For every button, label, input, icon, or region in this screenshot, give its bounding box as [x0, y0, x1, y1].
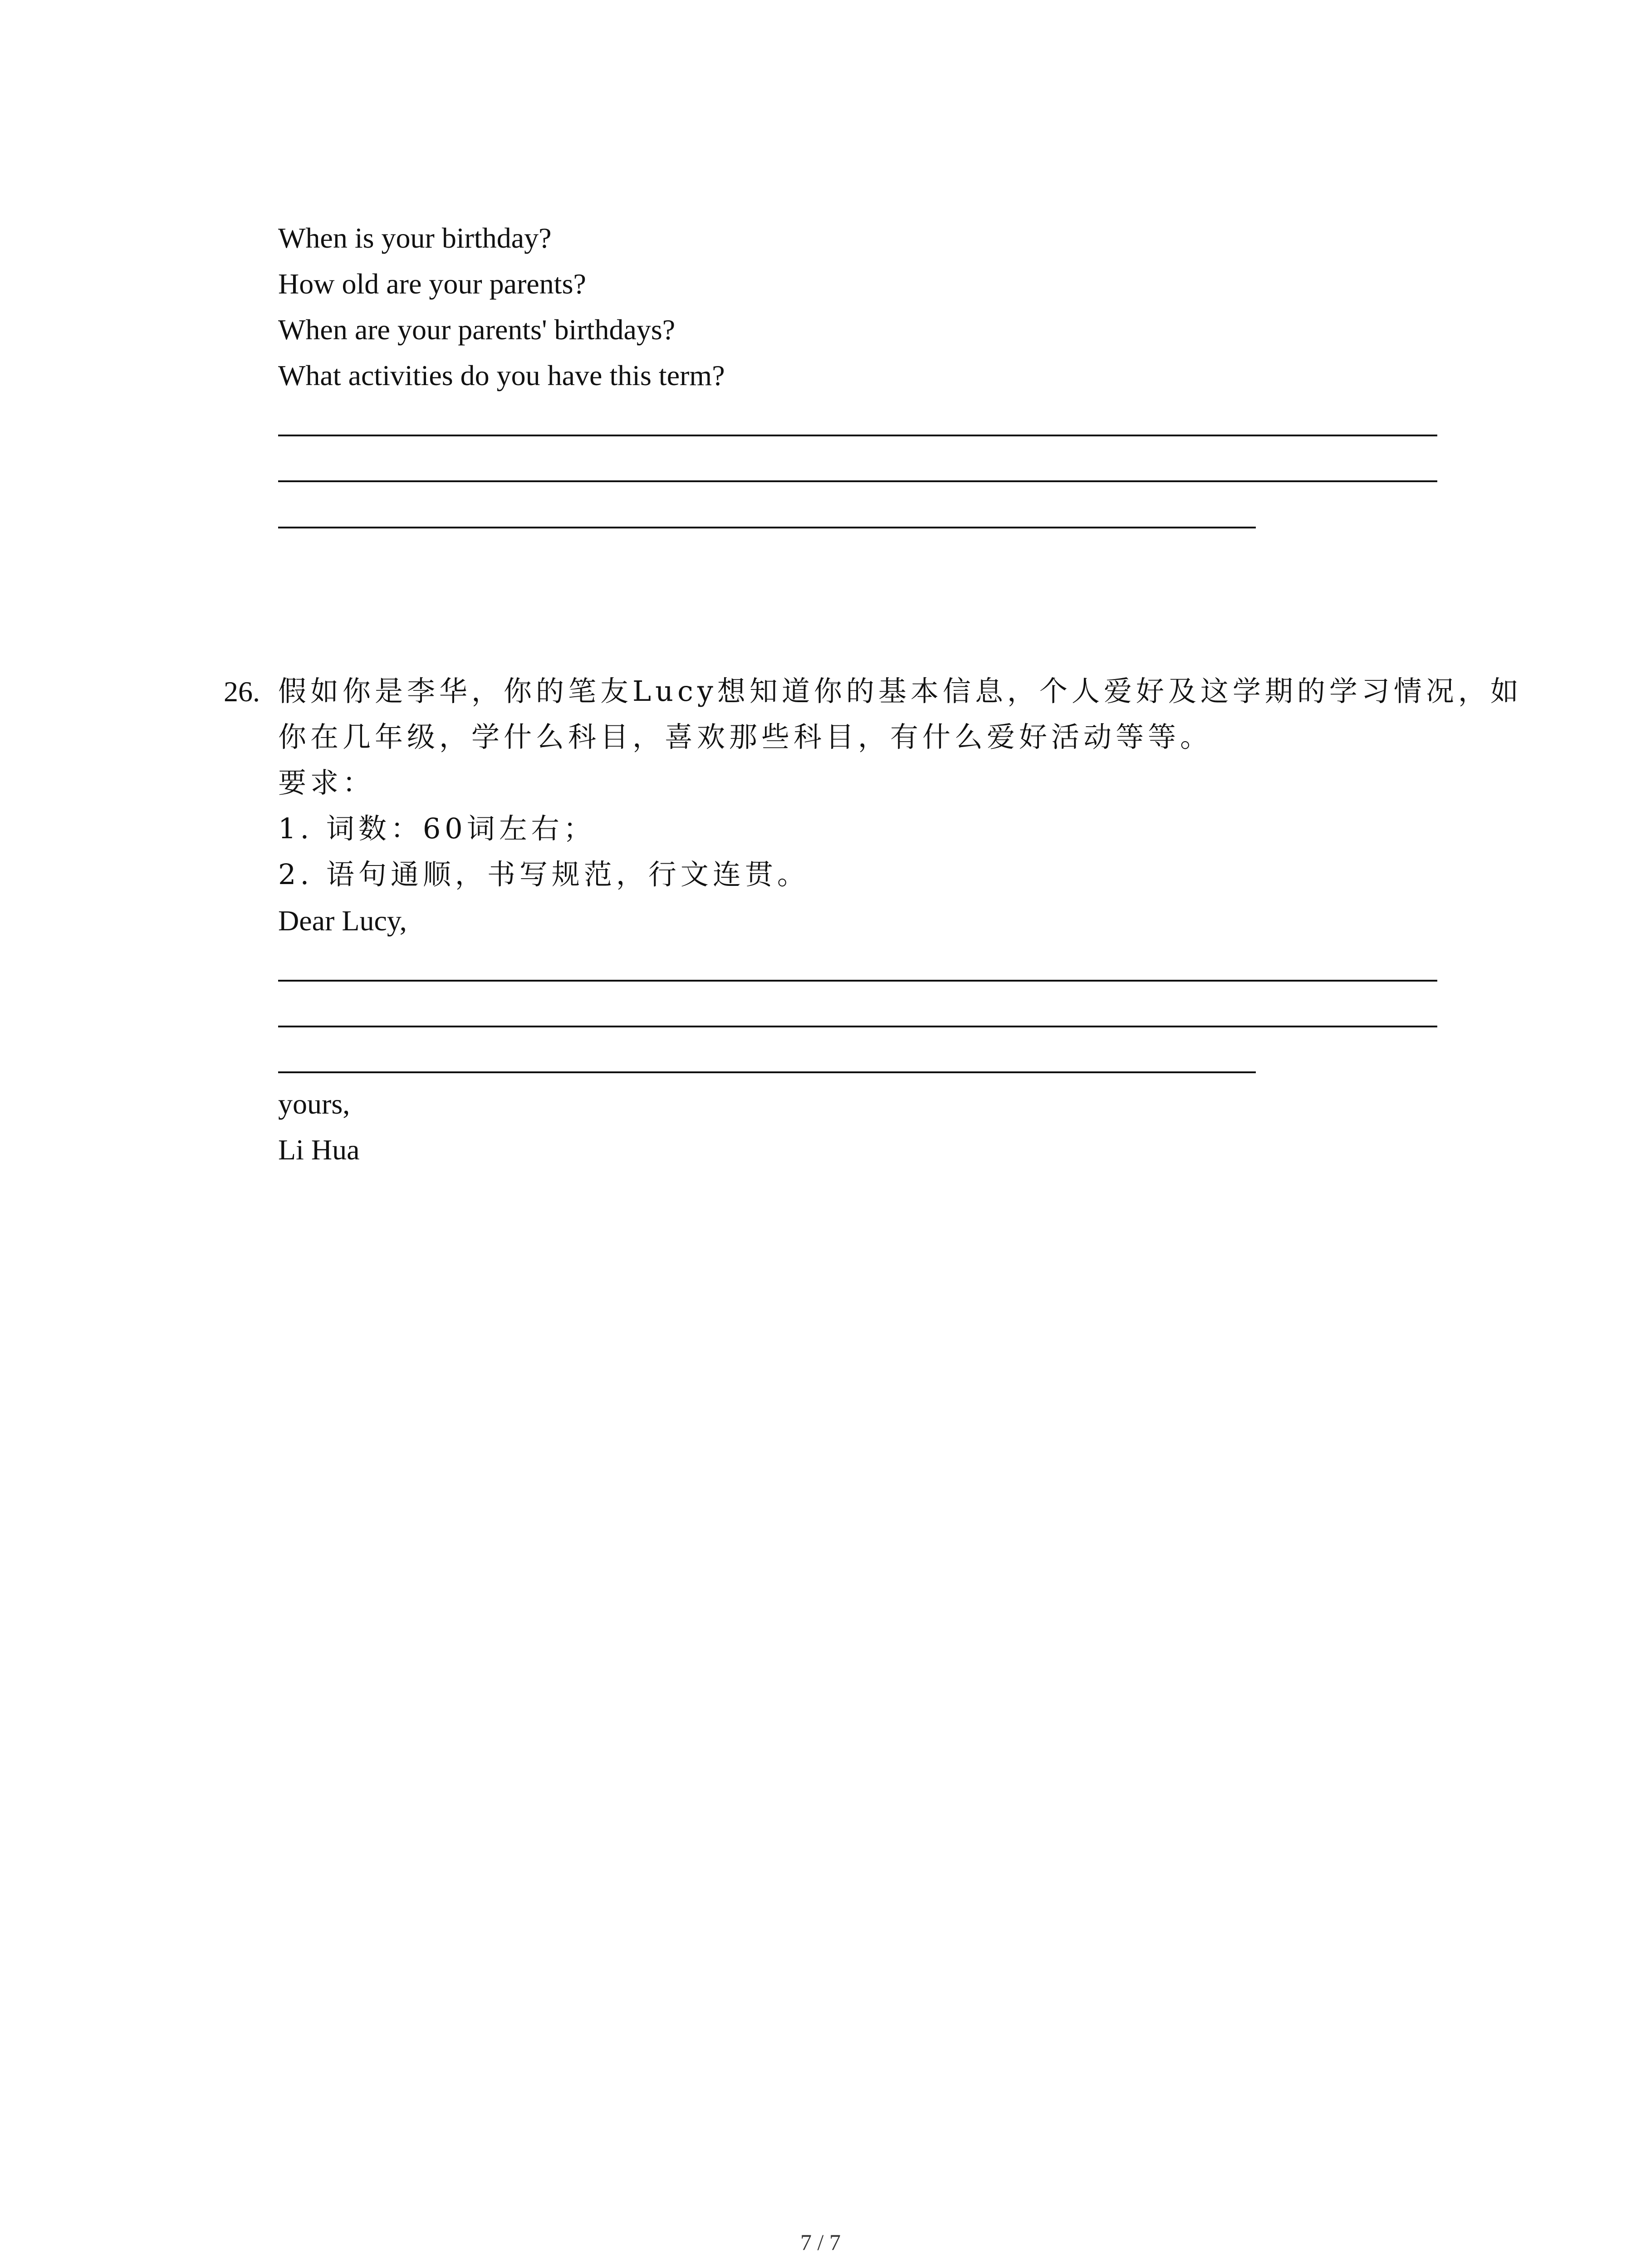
question-line-parents-birthdays: When are your parents' birthdays? [278, 313, 676, 346]
question-prompt-line-1: 假如你是李华，你的笔友Lucy想知道你的基本信息，个人爱好及这学期的学习情况，如 [278, 675, 1523, 708]
letter-line-1[interactable] [278, 980, 1437, 982]
question-number: 26. [224, 675, 260, 708]
page-indicator: 7 / 7 [800, 2229, 841, 2255]
letter-line-2[interactable] [278, 1026, 1437, 1027]
requirement-writing-quality: 2. 语句通顺，书写规范，行文连贯。 [278, 858, 809, 891]
question-line-birthday: When is your birthday? [278, 222, 552, 254]
question-line-activities: What activities do you have this term? [278, 359, 725, 391]
answer-line-3[interactable] [278, 527, 1256, 528]
question-line-parents-age: How old are your parents? [278, 268, 586, 300]
requirement-word-count: 1. 词数：60词左右； [278, 812, 596, 845]
question-prompt-line-2: 你在几年级，学什么科目，喜欢那些科目，有什么爱好活动等等。 [278, 720, 1213, 753]
letter-salutation: Dear Lucy, [278, 904, 407, 937]
answer-line-1[interactable] [278, 435, 1437, 436]
answer-line-2[interactable] [278, 480, 1437, 482]
letter-line-3[interactable] [278, 1071, 1256, 1073]
letter-closing: yours, [278, 1088, 350, 1120]
letter-signature: Li Hua [278, 1134, 360, 1166]
requirements-label: 要求： [278, 766, 375, 799]
